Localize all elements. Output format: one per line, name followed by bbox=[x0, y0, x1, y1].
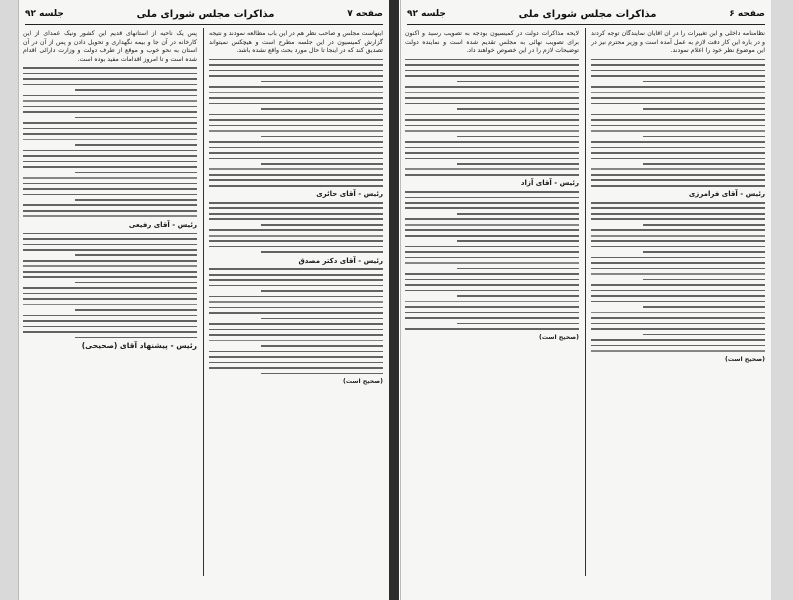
book-gutter bbox=[389, 0, 399, 600]
left-page-column-right bbox=[209, 30, 383, 590]
speaker-heading: رئیس - آقای فرامرزی bbox=[688, 190, 765, 199]
parenthetical-remark: (صحیح است) bbox=[725, 355, 765, 363]
parenthetical-remark: (صحیح است) bbox=[343, 378, 383, 386]
left-page-number: صفحه ۷ bbox=[347, 9, 383, 19]
column-text: اینهاست مجلس و صاحب نظر هم در این باب مطالعه نمودند و نتیجه گزارش کمیسیون در این جلسه مطرح است و هیچکس نمیتواند تصدیق کند که در اینجا تا حال مورد بحث واقع نشده باشد. bbox=[209, 30, 383, 55]
body-text-lines bbox=[405, 59, 579, 176]
column-text: نظامنامه داخلی و این تغییرات را در آن آقایان نمایندگان توجه کردند و در باره این کار دقت لازم به عمل آمده است و وزیر محترم نیز در این موضوع نظر خود را اعلام نمودند. bbox=[591, 30, 765, 55]
closing-heading: رئیس - پیشنهاد آقای (صحیحی) bbox=[81, 341, 197, 351]
body-text-lines bbox=[591, 202, 765, 352]
right-page-column-left bbox=[405, 30, 579, 590]
column-text: پس یک ناحیه از استانهای قدیم این کشور ونیک عمدای از این کارخانه در آن جا و بیمه نگهداری و تحویل دادن و پس از آن در آن استان به نحو خوب و موقع از طرف دولت و وزارت دارائی اقدام شده است و تا امروز اقدامات مفید بوده است. bbox=[23, 30, 197, 63]
left-page-edge bbox=[0, 0, 18, 600]
speaker-heading: رئیس - آقای رفیعی bbox=[128, 220, 197, 229]
body-text-lines bbox=[23, 67, 197, 217]
right-page-header bbox=[407, 6, 765, 22]
left-page-column-left bbox=[23, 30, 197, 590]
right-column-divider bbox=[585, 28, 586, 576]
right-header-rule bbox=[407, 24, 765, 25]
right-session-label: جلسه ۹۲ bbox=[407, 9, 446, 19]
body-text-lines bbox=[209, 268, 383, 374]
right-running-title: مذاکرات مجلس شورای ملی bbox=[518, 8, 657, 20]
right-page-edge bbox=[771, 0, 793, 600]
body-text-lines bbox=[209, 202, 383, 253]
speaker-heading: رئیس - آقای آزاد bbox=[520, 179, 579, 188]
left-session-label: جلسه ۹۲ bbox=[25, 9, 64, 19]
right-page-column-right bbox=[591, 30, 765, 590]
left-page-header bbox=[25, 6, 383, 22]
speaker-heading: رئیس - آقای دکتر مصدق bbox=[298, 256, 383, 265]
parenthetical-remark: (صحیح است) bbox=[539, 333, 579, 341]
right-page bbox=[400, 0, 772, 600]
left-running-title: مذاکرات مجلس شورای ملی bbox=[136, 8, 275, 20]
left-header-rule bbox=[25, 24, 383, 25]
column-text: لایحه مذاکرات دولت در کمیسیون بودجه به تصویب رسید و اکنون برای تصویب نهائی به مجلس تقدیم شده است و نماینده دولت توضیحات لازم را در این خصوص خواهند داد. bbox=[405, 30, 579, 55]
speaker-heading: رئیس - آقای حائری bbox=[316, 190, 383, 199]
body-text-lines bbox=[405, 191, 579, 330]
left-column-divider bbox=[203, 28, 204, 576]
right-page-number: صفحه ۶ bbox=[729, 9, 765, 19]
body-text-lines bbox=[591, 59, 765, 187]
body-text-lines bbox=[209, 59, 383, 187]
left-page bbox=[18, 0, 390, 600]
body-text-lines bbox=[23, 233, 197, 339]
